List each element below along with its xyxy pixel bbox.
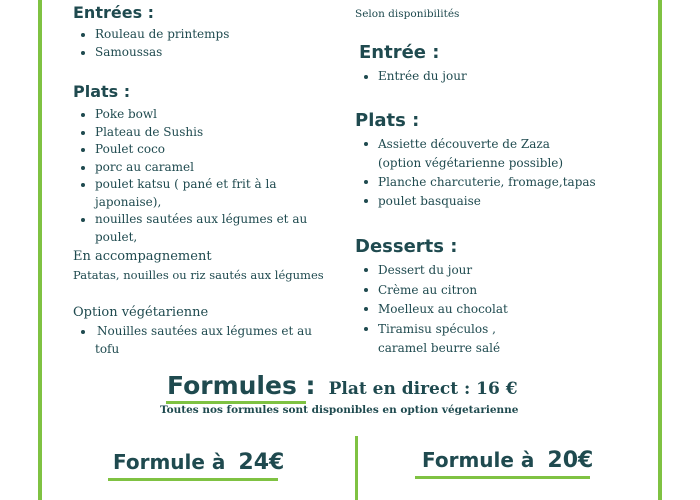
formule-a-underline xyxy=(108,478,278,481)
accompagnement-text: Patatas, nouilles ou riz sautés aux légumes xyxy=(73,268,324,282)
formule-b-label: Formule à xyxy=(422,448,535,472)
formule-divider xyxy=(355,436,358,500)
right-desserts-list xyxy=(356,261,646,359)
list-item: Rouleau de printemps xyxy=(73,26,343,44)
formule-b-price: 20€ xyxy=(547,448,594,473)
formule-b-underline xyxy=(415,476,590,479)
formule-a-label: Formule à xyxy=(113,450,226,474)
accompagnement-title: En accompagnement xyxy=(73,249,212,264)
formules-title: Formules : xyxy=(167,371,316,400)
list-item: porc au caramel xyxy=(73,159,343,177)
list-item: nouilles sautées aux légumes et au xyxy=(73,211,343,229)
list-item-continuation: tofu xyxy=(95,341,120,356)
list-item: Poke bowl xyxy=(73,106,343,124)
formules-heading xyxy=(167,371,518,400)
frame-right-border xyxy=(658,0,662,500)
formule-a xyxy=(113,450,284,475)
frame-left-border xyxy=(38,0,42,500)
left-entrees-title: Entrées : xyxy=(73,3,155,22)
list-item: poulet katsu ( pané et frit à la xyxy=(73,176,343,194)
availability-note: Selon disponibilités xyxy=(355,8,460,20)
vegetarienne-title: Option végétarienne xyxy=(73,305,209,320)
list-item-continuation: japonaise), xyxy=(95,194,162,209)
left-entrees-list xyxy=(73,26,343,61)
list-item: Dessert du jour xyxy=(356,261,646,281)
list-item: Samoussas xyxy=(73,44,343,62)
left-plats-list xyxy=(73,106,343,246)
list-item: Plateau de Sushis xyxy=(73,124,343,142)
list-item: Moelleux au chocolat xyxy=(356,300,646,320)
list-item-continuation: poulet, xyxy=(95,229,138,244)
right-plats-title: Plats : xyxy=(355,110,420,131)
list-item: Assiette découverte de Zaza xyxy=(356,135,646,154)
list-item-continuation: (option végétarienne possible) xyxy=(378,156,564,170)
vegetarienne-list xyxy=(73,323,343,358)
left-plats-title: Plats : xyxy=(73,82,131,101)
formule-b xyxy=(422,448,593,473)
list-item: Planche charcuterie, fromage,tapas xyxy=(356,173,646,192)
list-item: Nouilles sautées aux légumes et au xyxy=(73,323,343,341)
plat-direct-price: Plat en direct : 16 € xyxy=(328,379,518,399)
right-entree-list xyxy=(356,68,646,86)
formules-note: Toutes nos formules sont disponibles en option végetarienne xyxy=(160,404,519,416)
list-item: Poulet coco xyxy=(73,141,343,159)
right-plats-list xyxy=(356,135,646,211)
list-item: Tiramisu spéculos , xyxy=(356,320,646,340)
list-item: Crème au citron xyxy=(356,281,646,301)
right-entree-title: Entrée : xyxy=(359,42,440,63)
list-item-continuation: caramel beurre salé xyxy=(378,341,501,355)
right-desserts-title: Desserts : xyxy=(355,236,458,257)
list-item: poulet basquaise xyxy=(356,192,646,211)
list-item: Entrée du jour xyxy=(356,68,646,86)
formule-a-price: 24€ xyxy=(238,450,285,475)
